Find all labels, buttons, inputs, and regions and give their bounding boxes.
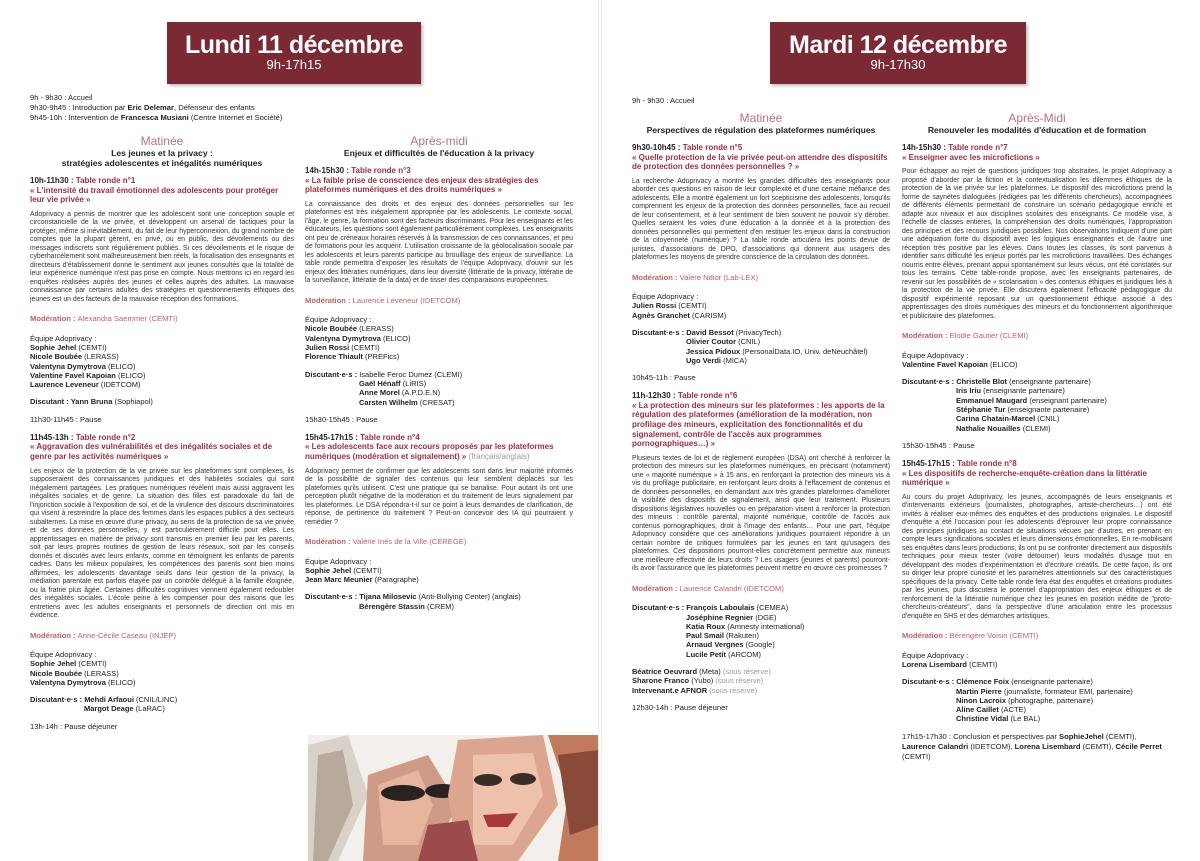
discussants: Discutant·e·s : Isabelle Feroc Dumez (CLEMI) Gaël Hénaff (LiRIS) Anne Morel (A.P.D.E.N) Carsten Wilhelm (CRESAT) [305,369,463,407]
roundtable-description: Au cours du projet Adoprivacy, les jeunes, accompagnés de leurs enseignants et d'intervenants extérieurs (journalistes, photographes, artiste-chercheurs…) ont été invités à réaliser eux-mêmes des enquêtes et des productions originales. Le dispositif d'enquête a été l'occasion pour les adolescents d'éprouver leur propre connaissance des principes juridiques au contact de situations vécues par d'autres, en prenant en compte leurs significations sociales et leurs dimensions émotionnelles. En re-mobilisant ses enquêtes dans leurs productions, ils ont pu se confronter directement aux dispositifs techniques pour mieux tester (voire détourner) leurs modalités d'usage tout en développant des modes d'expérimentation et d'écriture créatifs. De cette façon, ils ont su diriger leur propre curiosité et les paramètres attentionnels sur des caractéristiques spécifiques de la privacy. Cette table ronde fera état des enquêtes et créations produites par les jeunes, puis discutera le potentiel d'appropriation des enjeux éthiques et de renforcement de la littératie numérique chez les jeunes en position inédite de "proto-chercheurs-créateurs", dans la perspective d'une articulation entre les processus d'enquête en SHS et des démarches artistiques. [902,493,1172,620]
roundtable-header: 14h-15h30 : Table ronde n°3 [305,166,411,175]
roundtable-title: « Les dispositifs de recherche-enquête-création dans la littératie numérique » [902,468,1147,488]
roundtable-header: 15h45-17h15 : Table ronde n°4 [305,432,420,442]
team-list: Équipe Adoprivacy : Sophie Jehel (CEMTI) Nicole Boubée (LERASS) Valentyna Dymytrova (ELICO) [30,649,136,687]
roundtable-title: « Quelle protection de la vie privée peut-on attendre des dispositifs de protection des données personnelles ? » [632,152,888,172]
section-header: Matinée Les jeunes et la privacy : stratégies adolescentes et inégalités numériques [61,134,263,168]
roundtable-title: « L'intensité du travail émotionnel des adolescents pour protéger leur vie privée » [30,185,279,205]
team-list: Équipe Adoprivacy : Sophie Jehel (CEMTI) Jean Marc Meunier (Paragraphe) [305,556,419,585]
roundtable-header: 11h-12h30 : Table ronde n°6 [632,391,738,401]
roundtable-title: « La faible prise de conscience des enjeux des stratégies des plateformes numériques et des droits numériques » [305,175,539,195]
moderation: Modération : Laurence Calandri (IDETCOM) [632,583,784,593]
collage-illustration [308,735,598,861]
roundtable-description: La connaissance des droits et des enjeux des données personnelles sur les plateformes est très inégalement appropriée par les adolescents. Le contexte social, l'âge, le genre, la formation sont des facteurs discriminants. Pour les enseignants et les éducateurs, les questions sont également particulièrement complexes. Les enseignants ont peu de créneaux horaires réservés à la transmission de ces connaissances, et peu de formations pour les acquérir. L'utilisation croissante de la géolocalisation sociale par les adolescents et leurs parents participe au brouillage des enjeux de surveillance. La table ronde permettra d'exposer les résultats de l'équipe Adoprivacy, d'ouvrir sur les enjeux des littératies numériques, dans leur diversité (littératie de la privacy, littératie de la surveillance, littératie de la data) et de tisser des comparaisons européennes. [305,200,573,285]
lunch-line: 13h-14h : Pause déjeuner [30,721,118,731]
discussants: Discutant·e·s : Christelle Blot (enseignante partenaire) Iris Iriu (enseignante partenaire) Emmanuel Maugard (enseignant partenaire) Stéphanie Tur (enseignante partenaire) Carina Chatain-Marcel (CNIL) Nathalie Nouailles (CLEMI) [902,377,1107,433]
roundtable-description: Adoprivacy permet de confirmer que les adolescents sont dans leur majorité informés de la possibilité de signaler des contenus qui leur semblent déplacés sur les plateformes qu'ils utilisent. C'est une pratique qui se banalise. Pour autant ils ont une perception plutôt négative de la modération et du traitement de leurs signalement par les plateformes. Le DSA répondra-t-il sur ce point à leurs demandes de clarification, de réponse, de pertinence du traitement ? Peut-on concevoir des IA qui pourraient y remédier ? [305,467,573,526]
pause-line: 15h30-15h45 : Pause [305,414,378,424]
moderation: Modération : Anne-Cécile Caseau (INJEP) [30,630,177,640]
extra-discussants: Béatrice Oeuvrard (Meta) (sous réserve) Sharone Franco (Yubo) (sous réserve) Intervenant.e AFNOR (sous réserve) [632,667,771,695]
section-header: Après-midi Enjeux et difficultés de l'éducation à la privacy [343,134,535,158]
section-header: Matinée Perspectives de régulation des plateformes numériques [646,111,876,135]
team-list: Équipe Adoprivacy : Sophie Jehel (CEMTI) Nicole Boubée (LERASS) Valentyna Dymytrova (ELICO) Valentine Favel Kapoian (ELICO) Laurence Leveneur (IDETCOM) [30,333,146,390]
tuesday-morning-column [632,112,890,721]
discussants: Discutant·e·s : Mehdi Arfaoui (CNIL/LINC) Margot Deage (LaRAC) [30,695,178,714]
roundtable-description: Pour échapper au rejet de questions juridiques trop abstraites, le projet Adoprivacy a proposé d'aborder par la fiction et la contextualisation les dilemmes éthiques de la protection de la vie privée sur les plateformes. Le dispositif des microfictions prend la forme de saynètes dialoguées (rédigées par les différents chercheurs), accompagnées de différents éléments permettant de construire un scénario pédagogique enrichi et adapté aux niveaux et aux disciplines scolaires des enseignants. Ce modèle vise, à l'échelle de classes entières, la compréhension des droits numériques, l'appropriation des principes et des recours juridiques possibles. Nos observations indiquent d'une part une adéquation forte du dispositif avec les logiques enseignantes et de l'autre une réception très positive par les élèves. Dans toutes les classes, ils sont parvenus à identifier sans difficulté les enjeux portés par les microfictions travaillées. Des échanges nourris entre élèves, prenant appui spontanément sur leurs vécus, ont été constatés sur tous les terrains. Cette table-ronde propose, avec les enseignants partenaires, de revenir sur les possibilités de « scolarisation » des contenus éthiques et juridiques liés à la protection de la vie privée. Elle discutera également l'efficacité pédagogique du dispositif expérimenté reposant sur un questionnement éthique associé à des apprentissages des droits numériques des mineurs et du fonctionnement algorithmique et publicitaire des plateformes. [902,168,1172,320]
schedule-line: 9h - 9h30 : Accueil [30,93,93,102]
roundtable-header: 10h-11h30 : Table ronde n°1 [30,176,136,185]
moderation: Modération : Elodie Gautier (CLEMI) [902,331,1029,341]
moderation: Modération : Valérie Inès de la Ville (CEREGE) [305,537,467,547]
team-list: Équipe Adoprivacy : Valentine Favel Kapoian (ELICO) [902,350,1018,369]
moderation: Modération : Laurence Leveneur (IDETCOM) [305,295,461,305]
day-banner-monday [167,22,421,84]
discussants: Discutant·e·s : François Laboulais (CEMEA) Joséphine Regnier (DGE) Katia Roux (Amnesty international) Paul Smail (Rakuten) Arnaud Vergnes (Google) Lucile Petit (ARCOM) [632,603,805,659]
roundtable-header: 14h-15h30 : Table ronde n°7 [902,143,1008,152]
discussants: Discutant·e·s : David Bessot (PrivacyTech) Olivier Coutor (CNIL) Jessica Pidoux (PersonalData.IO, Univ. deNeuchâtel) Ugo Verdi (MICA) [632,328,868,365]
roundtable-header: 15h45-17h15 : Table ronde n°8 [902,458,1017,468]
team-list: Équipe Adoprivacy : Nicole Boubée (LERASS) Valentyna Dymytrova (ELICO) Julien Rossi (CEMTI) Florence Thiault (PREFics) [305,315,411,362]
banner-hours: 9h-17h15 [266,57,322,72]
banner-day: Lundi 11 décembre [185,31,403,59]
banner-day: Mardi 12 décembre [789,31,1007,59]
roundtable-description: La recherche Adoprivacy a montré les grandes difficultés des enseignants pour aborder ces questions en raison de leur complexité et d'une certaine méfiance des adolescents. Elle a montré également un fort scepticisme des adolescents, lorsqu'ils comprennent les enjeux de la protection des données personnelles, face au recueil de leur consentement, et à leur sentiment de bien souvent ne pouvoir s'y dérober. Quelles seraient les voies d'une éducation à la donnée et à la protection des données personnelles qui permettent d'en restituer les enjeux dans la construction de la citoyenneté (numérique) ? La table ronde articulera les points devue de juristes, d'associations de DPO, d'associations qui donnent aux usagers des plateformes les moyens de prendre conscience de la circulation des données. [632,177,890,262]
roundtable-title: « La protection des mineurs sur les plateformes : les apports de la régulation des plateformes (amélioration de la modération, non profilage des mineurs, explicitation des fonctionnalités et du signalement, contrôle de l'accès aux programmes pornographiques…) » [632,400,885,449]
roundtable-title: « Aggravation des vulnérabilités et des inégalités sociales et de genre par les activités numériques » [30,442,273,461]
collage-artwork [308,735,598,861]
pause-line: 15h30-15h45 : Pause [902,440,975,450]
discussants: Discutant·e·s : Tijana Milosevic (Anti-Bullying Center) (anglais) Bérengère Stassin (CREM) [305,592,521,611]
moderation: Modération : Alexandra Saemmer (CEMTI) [30,314,178,324]
pause-line: 11h30-11h45 : Pause [30,414,102,424]
closing-line: 17h15-17h30 : Conclusion et perspectives par SophieJehel (CEMTI), Laurence Calandri (IDETCOM), Lorena Lisembard (CEMTI), Cécile Perret (CEMTI) [902,731,1162,761]
monday-morning-column [30,135,294,740]
tuesday-afternoon-column [902,112,1172,770]
day-banner-tuesday [770,22,1026,84]
roundtable-title: « Les adolescents face aux recours proposés par les plateformes numériques (modération et signalement) » (français/anglais) [305,442,554,462]
schedule-intro [30,93,330,123]
pause-line: 10h45-11h : Pause [632,373,696,383]
banner-hours: 9h-17h30 [870,57,926,72]
roundtable-description: Adoprivacy a permis de montrer que les adolescent sont une conception souple et circonstancielle de la vie privée, et développent un arsenal de tactiques pour la protéger, même si inévitablement, du fait de leur hyperconnexion, du grand nombre de comptes que la plupart gèrent, en privé, ou en public, des dévoilements ou des messages indiscrets sont régulièrement publiés. Si ces dévoilements et le risque de cyberharcèlement sont malheureusement bien réels, la focalisation des enseignants et directeurs d'établissement donne le sentiment aux jeunes consultés que la totalité de leur expérience numérique n'est pas prise en compte. Nous mettrons ici en regard les enquêtes réalisées auprès des jeunes et celles auprès des adultes. La mauvaise connaissance par certains adultes des stratégies et questionnements éthiques des jeunes est un des facteurs de la mauvaise réception des formations. [30,210,294,303]
section-header: Après-Midi Renouveler les modalités d'éducation et de formation [927,111,1147,135]
schedule-intro: 9h - 9h30 : Accueil [632,96,695,105]
monday-afternoon-column [305,135,573,619]
lunch-line: 12h30-14h : Pause déjeuner [632,702,728,712]
team-list: Équipe Adoprivacy : Lorena Lisembard (CEMTI) [902,650,998,669]
roundtable-description: Les enjeux de la protection de la vie privée sur les plateformes sont complexes, ils supposeraient des connaissances juridiques et des habiletés sociales qui sont inégalement partagées. Les pratiques numériques révèlent mais aussi aggravent les inégalités sociales et de genre. La situation des filles est paradoxale du fait de l'injonction sociale à l'exposition de soi, et de la virulence des discours discriminatoires qui visent à restreindre la place des femmes dans les espaces publics à des secteurs subalternes. La mise en œuvre d'une privacy, au sens de la protection de sa vie privée et de ses données personnelles, y est particulièrement difficile pour elles. Les apprentissages en matière de privacy sont transmis en premier lieu par les parents, soit par leurs propres routines de gestion de leurs réseaux, soit par les conseils donnés et discutés avec leurs enfants, comme en témoignent les enfants de parents cadres. Dans les milieux populaires, les compétences des parents sont bien moins affirmées, les adolescents davantage seuls dans leur gestion de la privacy, la médiation parentale est parfois étayée par un contrôle délégué à la famille éloignée, ou la fratrie plus âgée. Certaines difficultés cognitives viennent également redoubler des inégalités sociales. L'école peine à les compenser pour des raisons que les entretiens avec les adultes enseignants et personnels de direction ont mis en évidence. [30,467,294,620]
moderation: Modération : Valère Ndior (Lab-LEX) [632,272,759,282]
schedule-line: 9h45-10h : Intervention de Francesca Musiani (Centre Internet et Société) [30,113,283,122]
roundtable-description: Plusieurs textes de loi et de règlement européen (DSA) ont cherché à renforcer la protection des mineurs sur les plateformes numériques, en précisant (notamment) une « majorité numérique » à 15 ans, en renforçant la protection des mineurs vis à vis du profilage publicitaire, en renforçant leurs droits à l'effacement de contenus et de données personnelles, en demandant aux très grandes plateformes d'améliorer la visibilité des dispositifs de signalement, ainsi que leur traitement. Plusieurs dispositions législatives nouvelles ou en préparation visent à renforcer la protection des mineurs : contrôle parental, majorité numérique, contrôle de l'accès aux contenus pornographiques, droit à l'image des enfants… Pour une part, l'équipe Adoprivacy considère que ces améliorations juridiques pourraient répondre à un certain nombre de critiques formulées par les jeunes en tant qu'usagers des plateformes. Ces dispositions pourront-elles concrètement permettre aux mineurs une meilleure effectivité de leurs droits ? Les usagers (jeunes et parents) pourront-ils avoir l'assurance que les plateformes peuvent mettre en œuvre ces promesses ? [632,454,890,573]
discussants: Discutant·e·s : Clémence Foix (enseignante partenaire) Martin Pierre (journaliste, formateur EMI, partenaire) Ninon Lacroix (photographe, partenaire) Aline Caillet (ACTE) Christine Vidal (Le BAL) [902,677,1133,724]
moderation: Modération : Bérengère Voisin (CEMTI) [902,631,1039,641]
roundtable-title: « Enseigner avec les microfictions » [902,152,1040,162]
roundtable-header: 11h45-13h : Table ronde n°2 [30,432,136,442]
schedule-line: 9h30-9h45 : Introduction par Eric Delemar, Défenseur des enfants [30,103,255,112]
roundtable-header: 9h30-10h45 : Table ronde n°5 [632,143,743,152]
discussant: Discutant : Yann Bruna (Sophiapol) [30,397,153,407]
right-page [600,0,1200,861]
team-list: Équipe Adoprivacy : Julien Rossi (CEMTI) Agnès Granchet (CARISM) [632,292,727,320]
